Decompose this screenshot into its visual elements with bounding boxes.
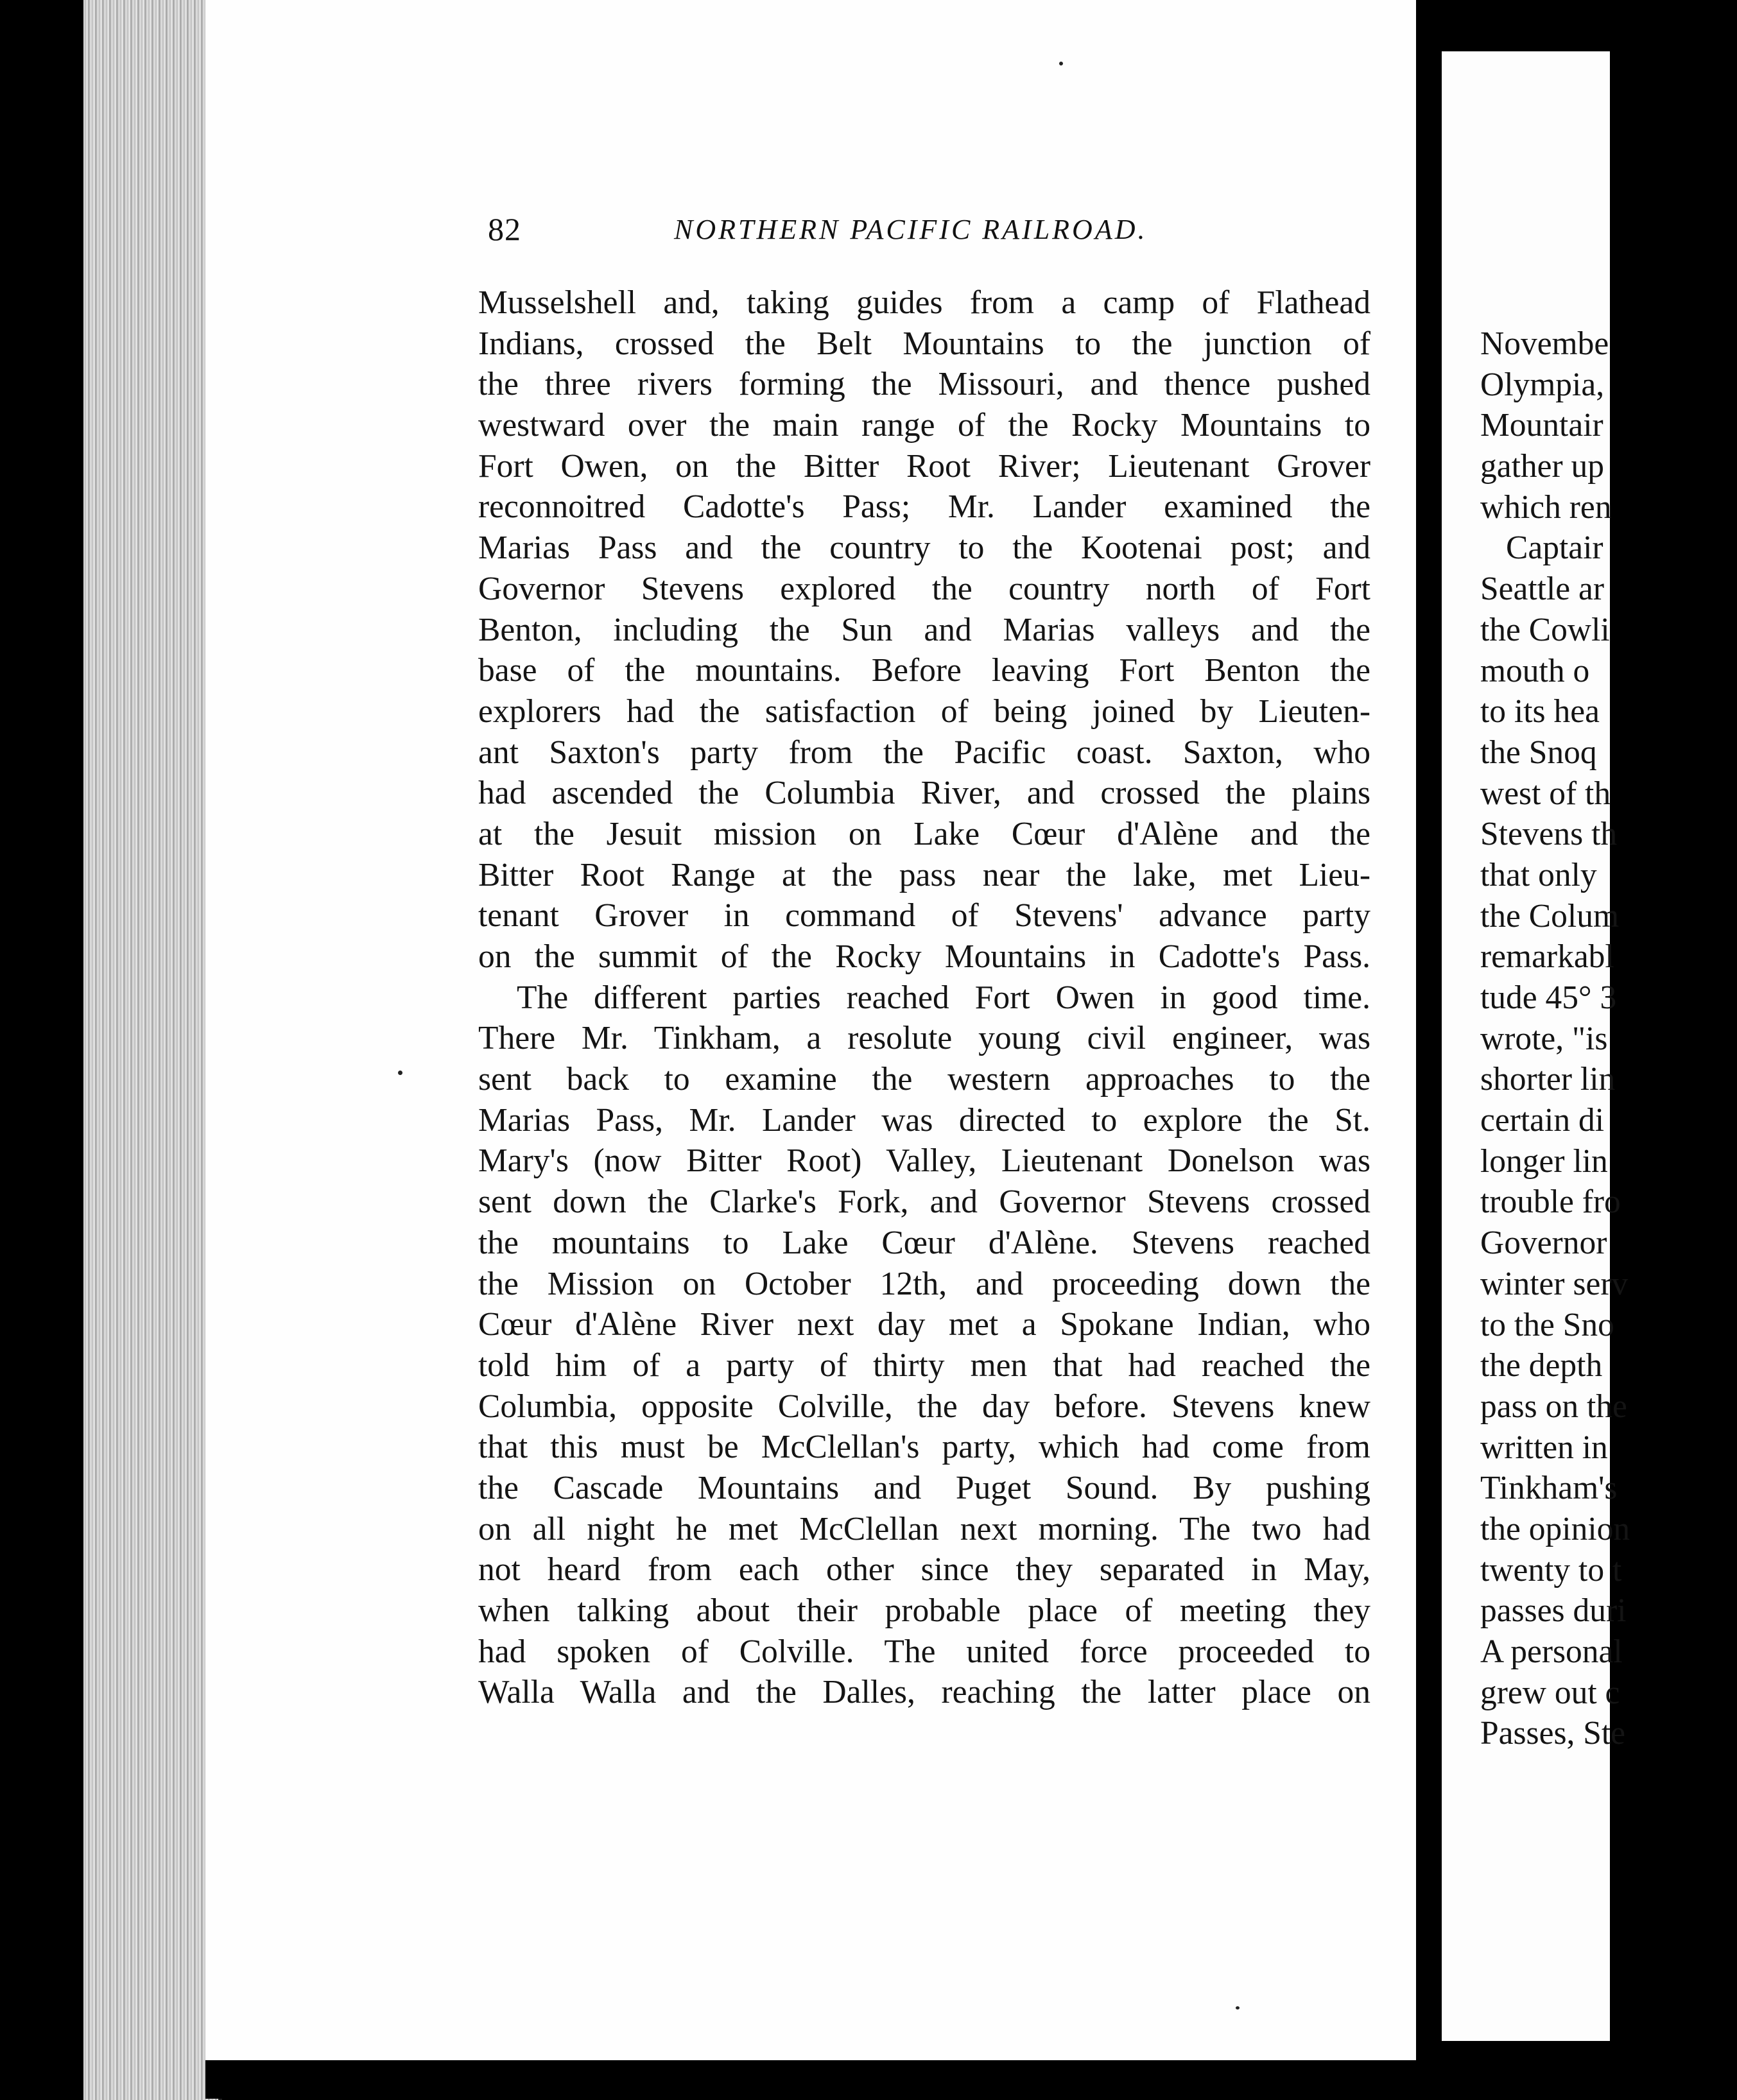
page-number: 82: [488, 211, 521, 247]
text-line: that this must be McClellan's party, which had come from: [478, 1429, 1370, 1466]
right-page-text: [1480, 323, 1737, 1754]
text-line: the mountains to Lake Cœur d'Alène. Stevens reached: [478, 1224, 1370, 1261]
gutter: [1416, 0, 1442, 2100]
page-speck: [1236, 2006, 1240, 2010]
text-line: the Cascade Mountains and Puget Sound. By pushing: [478, 1469, 1370, 1506]
right-text-line: certain di: [1480, 1102, 1605, 1139]
right-text-line: tude 45° 3: [1480, 979, 1617, 1016]
right-text-line: remarkabl: [1480, 938, 1614, 976]
page-edges: [83, 0, 222, 2100]
right-text-line: Captair: [1506, 529, 1603, 567]
text-line: base of the mountains. Before leaving Fort Benton the: [478, 652, 1370, 689]
text-line: on all night he met McClellan next morning. The two had: [478, 1510, 1370, 1547]
right-text-line: the Colum: [1480, 897, 1620, 934]
text-line: the three rivers forming the Missouri, and thence pushed: [478, 366, 1370, 403]
right-text-line: the Snoq: [1480, 734, 1597, 771]
right-text-line: winter serv: [1480, 1265, 1629, 1302]
right-text-line: Tinkham's: [1480, 1470, 1618, 1507]
text-line: Columbia, opposite Colville, the day before. Stevens knew: [478, 1388, 1370, 1425]
text-line: tenant Grover in command of Stevens' advance party: [478, 897, 1370, 934]
right-text-line: trouble fro: [1480, 1183, 1621, 1221]
right-text-line: to its hea: [1480, 693, 1600, 730]
right-text-line: mouth o: [1480, 652, 1590, 689]
text-line: had spoken of Colville. The united force proceeded to: [478, 1633, 1370, 1670]
right-text-line: Passes, Ste: [1480, 1715, 1626, 1752]
right-text-line: Novembe: [1480, 325, 1609, 362]
text-line: Walla Walla and the Dalles, reaching the latter place on: [478, 1674, 1370, 1711]
text-line: There Mr. Tinkham, a resolute young civil engineer, was: [478, 1020, 1370, 1057]
text-line: told him of a party of thirty men that had reached the: [478, 1347, 1370, 1384]
right-text-line: the depth: [1480, 1347, 1603, 1384]
main-text-block: [478, 282, 1370, 1713]
text-line: reconnoitred Cadotte's Pass; Mr. Lander examined the: [478, 488, 1370, 526]
right-page: [1442, 51, 1630, 2041]
text-line: Marias Pass and the country to the Kootenai post; and: [478, 529, 1370, 567]
right-text-line: Olympia,: [1480, 366, 1605, 403]
text-line: when talking about their probable place of meeting they: [478, 1592, 1370, 1629]
text-line: Indians, crossed the Belt Mountains to the junction of: [478, 325, 1370, 362]
right-text-line: twenty to t: [1480, 1551, 1622, 1588]
page-speck: [1059, 62, 1063, 65]
right-text-line: pass on the: [1480, 1388, 1627, 1425]
right-text-line: Mountair: [1480, 407, 1603, 444]
text-line: had ascended the Columbia River, and crossed the plains: [478, 775, 1370, 812]
text-line: Benton, including the Sun and Marias valleys and the: [478, 611, 1370, 648]
right-text-line: Seattle ar: [1480, 571, 1605, 608]
right-text-line: passes duri: [1480, 1592, 1627, 1630]
text-line: not heard from each other since they separated in May,: [478, 1551, 1370, 1588]
text-line: at the Jesuit mission on Lake Cœur d'Alène and the: [478, 815, 1370, 852]
right-text-line: A personal: [1480, 1633, 1623, 1670]
right-text-line: written in: [1480, 1429, 1608, 1466]
right-text-line: that only: [1480, 856, 1597, 893]
text-line: ant Saxton's party from the Pacific coast. Saxton, who: [478, 734, 1370, 771]
text-line: sent down the Clarke's Fork, and Governor Stevens crossed: [478, 1183, 1370, 1221]
right-text-line: longer lin: [1480, 1142, 1608, 1180]
text-line: explorers had the satisfaction of being joined by Lieuten-: [478, 693, 1370, 730]
text-line: sent back to examine the western approaches to the: [478, 1061, 1370, 1098]
text-line: Mary's (now Bitter Root) Valley, Lieutenant Donelson was: [478, 1142, 1370, 1180]
text-line: The different parties reached Fort Owen in good time.: [517, 979, 1370, 1016]
text-line: Governor Stevens explored the country north of Fort: [478, 570, 1370, 607]
text-line: Marias Pass, Mr. Lander was directed to explore the St.: [478, 1101, 1370, 1139]
page-speck: [398, 1071, 402, 1075]
text-line: on the summit of the Rocky Mountains in Cadotte's Pass.: [478, 938, 1370, 975]
page-header: [488, 204, 1194, 255]
right-text-line: west of th: [1480, 775, 1611, 812]
right-text-line: wrote, "is: [1480, 1020, 1608, 1057]
text-line: Cœur d'Alène River next day met a Spokane Indian, who: [478, 1306, 1370, 1343]
running-head: NORTHERN PACIFIC RAILROAD.: [674, 214, 1148, 245]
right-text-line: Stevens th: [1480, 816, 1618, 853]
right-text-line: which ren: [1480, 488, 1612, 526]
right-text-line: shorter lin: [1480, 1061, 1616, 1098]
right-text-line: Governor: [1480, 1225, 1607, 1262]
text-line: westward over the main range of the Rocky Mountains to: [478, 407, 1370, 444]
right-text-line: grew out c: [1480, 1674, 1620, 1711]
right-text-line: the Cowli: [1480, 611, 1610, 648]
right-text-line: gather up: [1480, 448, 1605, 485]
right-text-line: the opinion: [1480, 1510, 1630, 1547]
text-line: Musselshell and, taking guides from a camp of Flathead: [478, 284, 1370, 321]
text-line: Fort Owen, on the Bitter Root River; Lieutenant Grover: [478, 447, 1370, 485]
right-text-line: to the Sno: [1480, 1306, 1614, 1343]
text-line: Bitter Root Range at the pass near the lake, met Lieu-: [478, 856, 1370, 893]
text-line: the Mission on October 12th, and proceeding down the: [478, 1265, 1370, 1302]
